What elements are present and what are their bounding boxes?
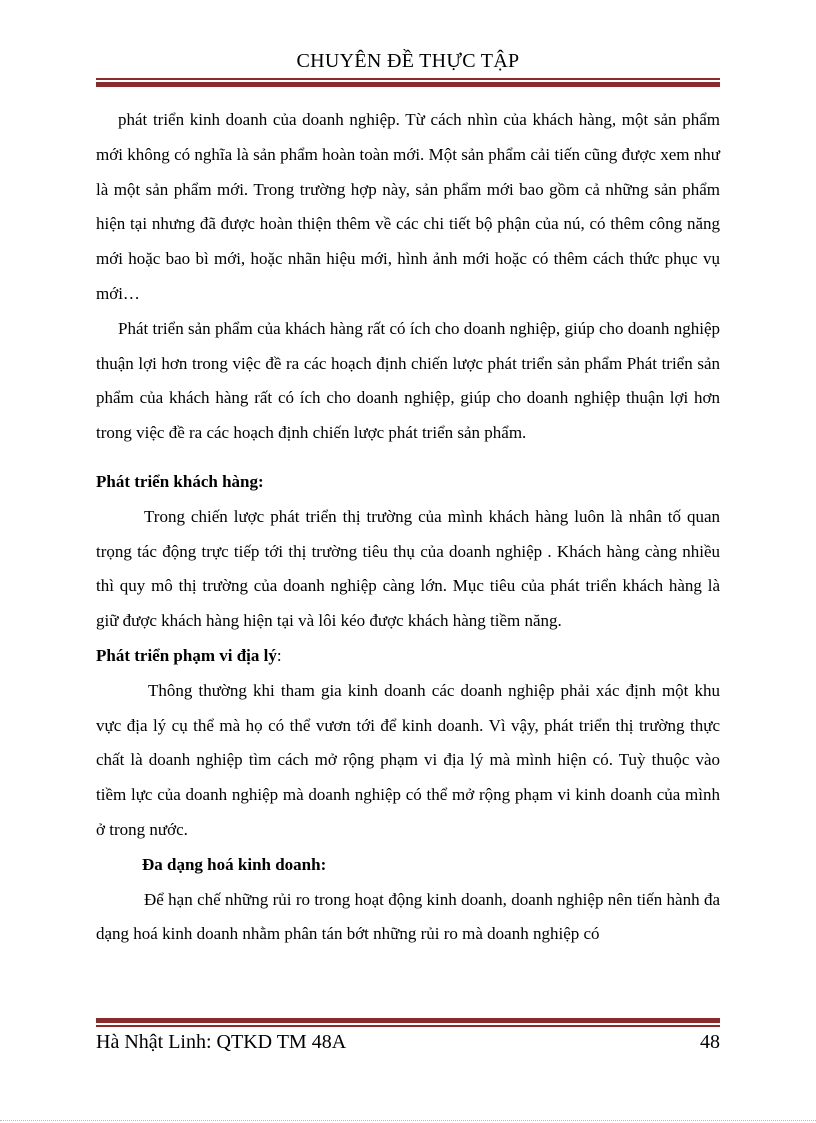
heading-geographic-scope [96,639,720,674]
footer-rule [96,1018,720,1027]
document-body [96,103,720,952]
page-number: 48 [700,1031,720,1053]
heading-geographic-scope-colon: : [276,645,282,665]
header-rule-thin [96,78,720,80]
footer-rule-thick [96,1018,720,1023]
header-rule-thick [96,82,720,87]
paragraph-5: Để hạn chế những rủi ro trong hoạt động kinh doanh, doanh nghiệp nên tiến hành đa dạng hoá kinh doanh nhằm phân tán bớt những rủi ro mà doanh nghiệp có [96,889,720,944]
paragraph-3: Trong chiến lược phát triển thị trường của mình khách hàng luôn là nhân tố quan trọng tác động trực tiếp tới thị trường tiêu thụ của doanh nghiệp . Khách hàng càng nhiều thì quy mô thị trường của doanh nghiệp càng lớn. Mục tiêu của phát triển khách hàng là giữ được khách hàng hiện tại và lôi kéo được khách hàng tiềm năng. [96,506,720,631]
paragraph-4: Thông thường khi tham gia kinh doanh các doanh nghiệp phải xác định một khu vực địa lý cụ thể mà họ có thể vươn tới để kinh doanh. Vì vậy, phát triển thị trường thực chất là doanh nghiệp tìm cách mở rộng phạm vi địa lý mà mình hiện có. Tuỳ thuộc vào tiềm lực của doanh nghiệp mà doanh nghiệp có thể mở rộng phạm vi kinh doanh của mình ở trong nước. [96,680,720,839]
footer-author: Hà Nhật Linh: QTKD TM 48A [96,1031,347,1053]
header-rule [96,78,720,87]
heading-customer-development: Phát triển khách hàng: [96,471,264,491]
paragraph-2: Phát triển sản phẩm của khách hàng rất có ích cho doanh nghiệp, giúp cho doanh nghiệp thuận lợi hơn trong việc đề ra các hoạch định chiến lược phát triển sản phẩm Phát triển sản phẩm của khách hàng rất có ích cho doanh nghiệp, giúp cho doanh nghiệp thuận lợi hơn trong việc đề ra các hoạch định chiến lược phát triển sản phẩm. [96,318,720,443]
page-edge-divider [0,1120,816,1121]
footer-rule-thin [96,1025,720,1027]
paragraph-1: phát triển kinh doanh của doanh nghiệp. Từ cách nhìn của khách hàng, một sản phẩm mới không có nghĩa là sản phẩm hoàn toàn mới. Một sản phẩm cải tiến cũng được xem như là một sản phẩm mới. Trong trường hợp này, sản phẩm mới bao gồm cả những sản phẩm hiện tại nhưng đã được hoàn thiện thêm về các chi tiết bộ phận của nú, có thêm công năng mới hoặc bao bì mới, hoặc nhãn hiệu mới, hình ảnh mới hoặc có thêm cách thức phục vụ mới… [96,110,720,303]
heading-diversification: Đa dạng hoá kinh doanh: [142,854,327,874]
header-title: CHUYÊN ĐỀ THỰC TẬP [296,50,520,72]
heading-geographic-scope-text: Phát triển phạm vi địa lý [96,645,277,665]
